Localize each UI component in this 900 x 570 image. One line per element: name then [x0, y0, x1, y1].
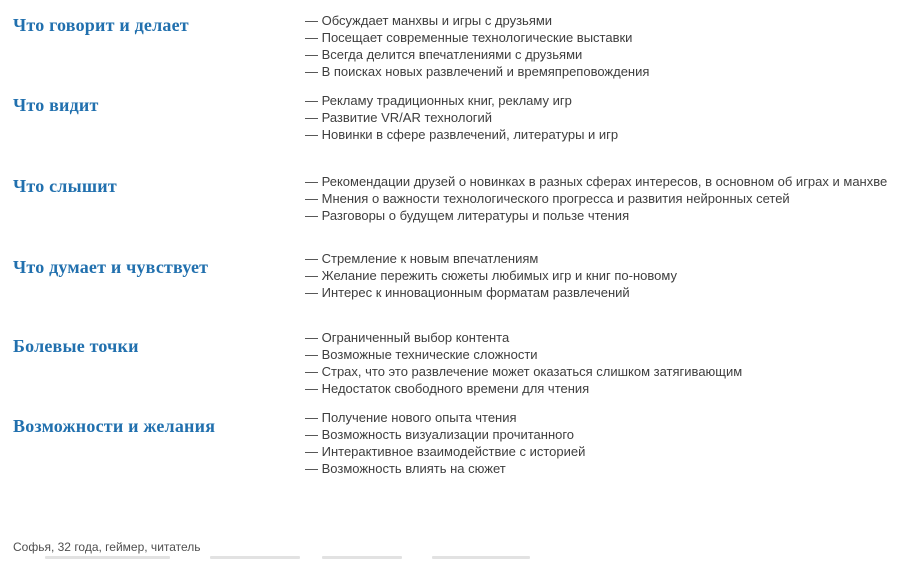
list-item: — Новинки в сфере развлечений, литературы и игр [305, 127, 619, 142]
section-items [305, 409, 895, 477]
list-item: — Посещает современные технологические выставки [305, 30, 633, 45]
list-item: — Ограниченный выбор контента [305, 330, 510, 345]
section-heading: Что видит [13, 95, 99, 115]
list-item: — Обсуждает манхвы и игры с друзьями [305, 13, 553, 28]
section-items [305, 329, 895, 397]
list-item: — Рекламу традиционных книг, рекламу игр [305, 93, 572, 108]
list-item: — Интерактивное взаимодействие с историей [305, 444, 586, 459]
list-item: — Стремление к новым впечатлениям [305, 251, 539, 266]
list-item: — Получение нового опыта чтения [305, 410, 517, 425]
list-item: — Всегда делится впечатлениями с друзьями [305, 47, 583, 62]
section-items [305, 92, 895, 143]
section-heading: Возможности и желания [13, 416, 216, 436]
list-item: — Недостаток свободного времени для чтения [305, 381, 590, 396]
cutoff-text-segment [322, 556, 402, 559]
section-heading: Болевые точки [13, 336, 139, 356]
cutoff-text-segment [210, 556, 300, 559]
list-item: — Возможность визуализации прочитанного [305, 427, 575, 442]
list-item: — Интерес к инновационным форматам развлечений [305, 285, 630, 300]
section-heading: Что думает и чувствует [13, 257, 209, 277]
cutoff-text-segment [432, 556, 530, 559]
section-heading: Что говорит и делает [13, 15, 189, 35]
list-item: — Развитие VR/AR технологий [305, 110, 493, 125]
list-item: — Возможность влиять на сюжет [305, 461, 506, 476]
list-item: — Желание пережить сюжеты любимых игр и книг по-новому [305, 268, 677, 283]
section-items [305, 12, 895, 80]
list-item: — Страх, что это развлечение может оказаться слишком затягивающим [305, 364, 743, 379]
cutoff-text-segment [45, 556, 170, 559]
list-item: — Возможные технические сложности [305, 347, 538, 362]
section-items [305, 173, 895, 224]
list-item: — Мнения о важности технологического прогресса и развития нейронных сетей [305, 191, 790, 206]
list-item: — В поисках новых развлечений и времяпреповождения [305, 64, 650, 79]
list-item: — Рекомендации друзей о новинках в разных сферах интересов, в основном об играх и манхве [305, 174, 888, 189]
section-heading: Что слышит [13, 176, 117, 196]
section-items [305, 250, 895, 301]
list-item: — Разговоры о будущем литературы и пользе чтения [305, 208, 630, 223]
cutoff-text-remnant [0, 556, 900, 560]
persona-footer: Софья, 32 года, геймер, читатель [13, 540, 201, 554]
